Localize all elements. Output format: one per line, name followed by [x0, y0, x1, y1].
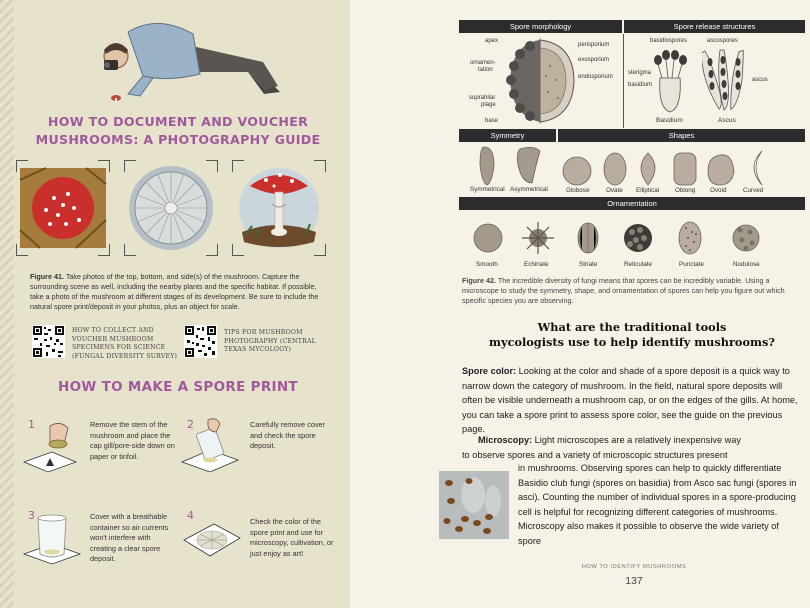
- ascus-diagram: [702, 46, 746, 114]
- step-1-illustration: [20, 418, 80, 474]
- step-2-text: Carefully remove cover and check the spore deposit.: [250, 420, 326, 451]
- step-4-illustration: [182, 510, 242, 566]
- page-number: 137: [625, 575, 643, 587]
- step-3-illustration: [22, 510, 82, 566]
- label-ornamentation-2: tation: [478, 67, 493, 73]
- microscope-spores-photo: [439, 471, 509, 539]
- left-page: [0, 0, 350, 608]
- label-ascospores: ascospores: [707, 38, 738, 44]
- caption-ascus: Ascus: [718, 117, 736, 124]
- label-reticulate: Reticulate: [624, 261, 653, 268]
- microscopy-paragraph-lead: [462, 433, 804, 462]
- label-curved: Curved: [743, 187, 764, 194]
- figure-42-caption: [462, 276, 802, 306]
- spore-color-paragraph: [462, 364, 804, 437]
- photo-side-view: [232, 160, 326, 256]
- figure-41-text: Take photos of the top, bottom, and side(s) of the mushroom. Capture the surrounding scene as well, including the nearby plants and the specific habitat. If possible, take a photo of the mushroom at different stages of its development. Be sure to include the natural spore print/deposit in your photos, plus an object for scale.: [30, 272, 319, 311]
- echinate-ornament: [522, 222, 554, 254]
- ovoid-spore-shape: [708, 155, 734, 185]
- spore-morphology-diagram: [500, 36, 580, 126]
- elliptical-spore-shape: [641, 153, 655, 185]
- section-heading-line1: What are the traditional tools: [537, 320, 727, 334]
- step-4-number: 4: [187, 509, 194, 522]
- label-apex: apex: [485, 38, 499, 44]
- header-spore-morphology: Spore morphology: [459, 20, 622, 33]
- step-4-text: Check the color of the spore print and use for microscopy, cultivation, or just enjoy as art!: [250, 517, 334, 558]
- ovate-spore-shape: [604, 153, 626, 185]
- label-echinate: Echinate: [524, 261, 549, 268]
- divider-morph-release: [623, 34, 624, 128]
- curved-spore-shape: [754, 151, 762, 185]
- asymmetrical-spore-shape: [517, 147, 540, 183]
- qr-label-collect-voucher: [72, 327, 177, 361]
- qr1-line2: VOUCHER MUSHROOM: [72, 335, 154, 343]
- globose-spore-shape: [563, 157, 591, 185]
- mushroom-gills-illustration: [124, 160, 218, 256]
- punctate-ornament: [679, 222, 701, 254]
- label-ascus: ascus: [752, 77, 768, 83]
- microscopy-paragraph-wrap: in mushrooms. Observing spores can help to quickly differentiate Basidio club fungi (spores on basidia) from Asco sac fungi (spores in asci). Counting the number of individual spores in a spore-producing cell is helpful for recognizing different categories of mushrooms. Microscopy also makes it possible to observe the wide variety of spore: [518, 463, 797, 546]
- guide-title-line1: HOW TO DOCUMENT AND VOUCHER: [47, 114, 309, 129]
- photographer-illustration: [88, 14, 288, 104]
- label-perisporium: perisporium: [578, 42, 610, 48]
- label-globose: Globose: [566, 187, 590, 194]
- label-sterigma: sterigma: [628, 70, 652, 76]
- qr2-line2: PHOTOGRAPHY (CENTRAL: [224, 337, 316, 345]
- step-3-text: Cover with a breathable container so air currents won't interfere with creating a clear spore deposit.: [90, 512, 169, 564]
- photo-bottom-view: [124, 160, 218, 256]
- striate-ornament: [578, 223, 598, 253]
- section-heading-line2: mycologists use to help identify mushrooms?: [489, 335, 775, 349]
- label-nodulose: Nodulose: [733, 261, 760, 268]
- photo-top-view: [16, 160, 110, 256]
- label-striate: Striate: [579, 261, 598, 268]
- label-punctate: Punctate: [679, 261, 704, 268]
- step-2-number: 2: [187, 418, 194, 431]
- ornamentation-row: [470, 218, 770, 258]
- microscopy-text-1: Light microscopes are a relatively inexpensive way: [532, 435, 741, 445]
- qr1-line3: SPECIMENS FOR SCIENCE: [72, 344, 166, 351]
- label-smooth: Smooth: [476, 261, 498, 268]
- spore-print-title: HOW TO MAKE A SPORE PRINT: [58, 379, 298, 395]
- header-shapes: Shapes: [558, 129, 805, 142]
- running-footer: HOW TO IDENTIFY MUSHROOMS: [581, 564, 687, 570]
- guide-title: [20, 113, 336, 149]
- guide-title-line2: MUSHROOMS: A PHOTOGRAPHY GUIDE: [35, 132, 321, 147]
- label-exosporium: exosporium: [578, 57, 610, 63]
- label-suprahilar-2: plage: [481, 102, 496, 108]
- mushroom-side-illustration: [232, 160, 326, 256]
- step-3-number: 3: [28, 509, 35, 522]
- smooth-ornament: [474, 224, 502, 252]
- label-symmetrical: Symmetrical: [470, 186, 505, 193]
- figure-41-label: Figure 41.: [30, 272, 64, 281]
- symmetrical-spore-shape: [480, 147, 494, 185]
- spore-color-text: Looking at the color and shade of a spore deposit is a quick way to narrow down the category of mushroom. In the field, natural spore deposits will often be visible underneath a mushroom cap, or on the edges of the gills. At home, you can take a spore print to assess spore color, see the guide on the previous page.: [462, 366, 798, 434]
- oblong-spore-shape: [674, 153, 696, 185]
- qr2-line1: TIPS FOR MUSHROOM: [224, 329, 303, 336]
- label-basidiospores: basidiospores: [650, 38, 688, 44]
- label-suprahilar-1: suprahilar: [469, 95, 496, 101]
- qr2-line3: TEXAS MYCOLOGY): [224, 346, 292, 353]
- step-2-illustration: [180, 416, 240, 472]
- label-elliptical: Elliptical: [636, 187, 660, 194]
- qr-code-collect-voucher[interactable]: [32, 325, 65, 358]
- microscopy-label: Microscopy:: [478, 435, 533, 445]
- figure-42-label: Figure 42.: [462, 276, 496, 285]
- nodulose-ornament: [733, 225, 759, 251]
- mushroom-top-illustration: [16, 160, 110, 256]
- qr-code-photography-tips[interactable]: [184, 325, 217, 358]
- qr1-line1: HOW TO COLLECT AND: [72, 327, 154, 334]
- label-base: base: [485, 118, 499, 124]
- figure-42-text: The incredible diversity of fungi means that spores can be incredibly variable. Using a microscope to study the symmetry, shape, and ornamentation of spores can help you figure out which specific species you are observing.: [462, 276, 785, 305]
- header-ornamentation: Ornamentation: [459, 197, 805, 210]
- header-spore-release: Spore release structures: [624, 20, 805, 33]
- caption-basidium: Basidium: [656, 117, 683, 124]
- qr-label-photography-tips: [224, 329, 316, 355]
- header-symmetry: Symmetry: [459, 129, 556, 142]
- shape-row: [470, 145, 800, 187]
- label-ovate: Ovate: [606, 187, 623, 194]
- section-heading: [462, 320, 802, 350]
- figure-41-caption: [30, 272, 330, 312]
- label-basidium: basidium: [628, 82, 653, 88]
- spore-color-label: Spore color:: [462, 366, 517, 376]
- label-oblong: Oblong: [675, 187, 696, 194]
- label-endosporium: endosporium: [578, 74, 613, 80]
- microscopy-text-2: to observe spores and a variety of microscopic structures present: [462, 449, 728, 460]
- label-asymmetrical: Asymmetrical: [510, 186, 548, 193]
- label-ovoid: Ovoid: [710, 187, 727, 194]
- qr1-line4: (FUNGAL DIVERSITY SURVEY): [72, 352, 178, 360]
- reticulate-ornament: [624, 224, 652, 252]
- step-1-number: 1: [28, 418, 35, 431]
- label-ornamentation-1: ornamen-: [470, 60, 496, 66]
- basidium-diagram: [648, 48, 692, 114]
- step-1-text: Remove the stem of the mushroom and place the cap gill/pore-side down on paper or tinfoil.: [90, 420, 175, 461]
